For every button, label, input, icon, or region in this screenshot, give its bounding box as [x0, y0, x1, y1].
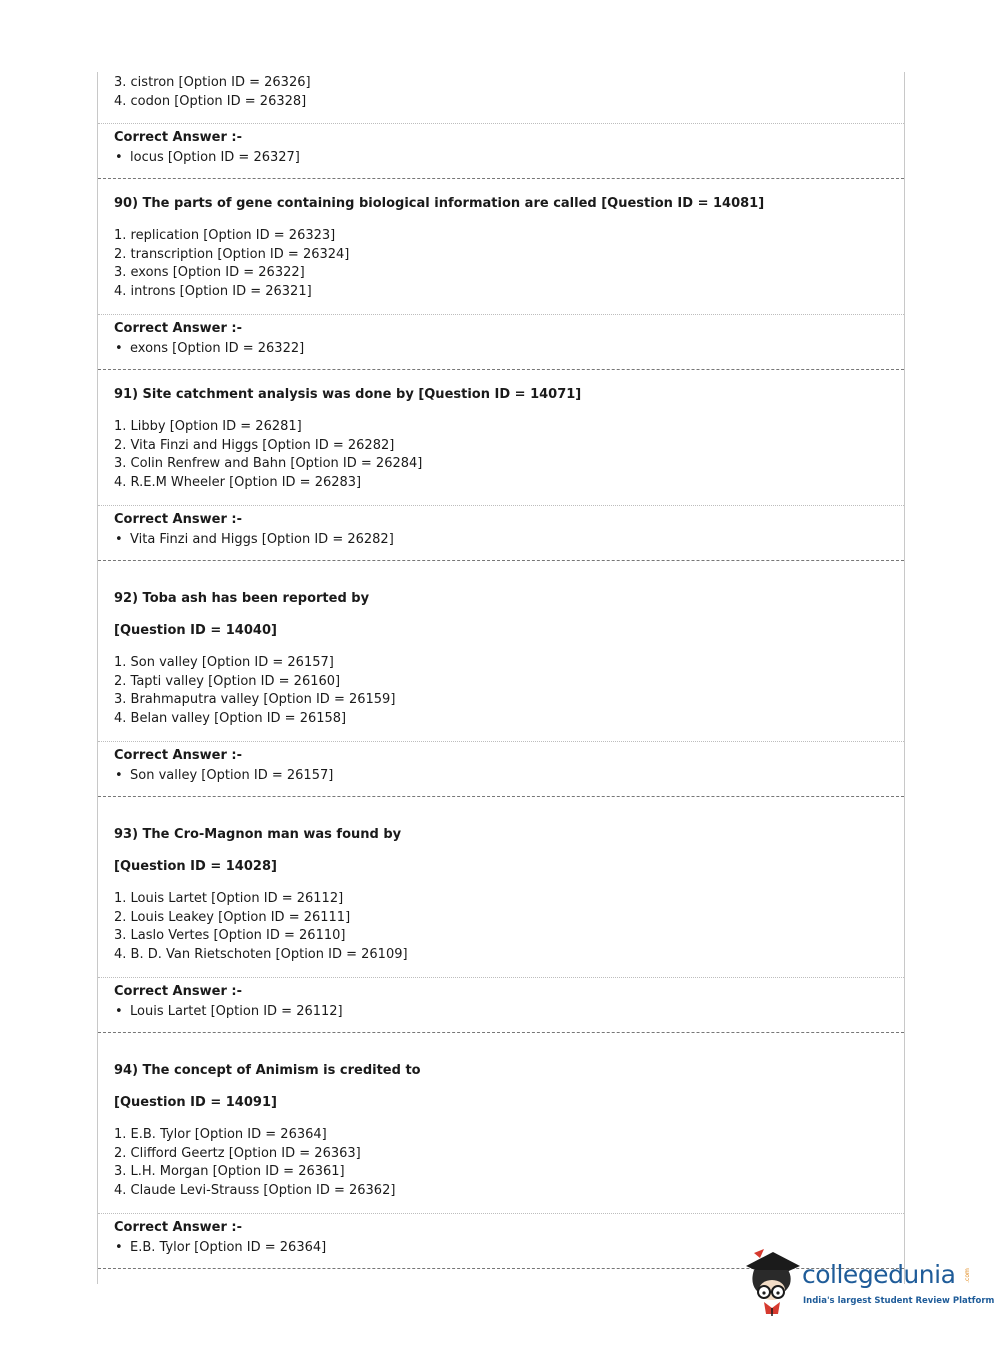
question-id: [Question ID = 14091]: [114, 1095, 277, 1110]
option: 1. replication [Option ID = 26323]: [114, 228, 336, 243]
question-id: [Question ID = 14040]: [114, 623, 277, 638]
option: 2. Tapti valley [Option ID = 26160]: [114, 673, 341, 689]
brand-suffix: .com: [963, 1268, 971, 1283]
correct-answer-value: • exons [Option ID = 26322]: [114, 341, 920, 356]
question-title: 91) Site catchment analysis was done by [Question ID = 14071]: [114, 387, 582, 402]
correct-answer-label: Correct Answer :-: [114, 1220, 242, 1235]
q91-title: [98, 387, 920, 402]
option: 2. transcription [Option ID = 26324]: [114, 246, 350, 262]
q92-question-id: [98, 623, 920, 638]
q91-correct-answer: [98, 512, 920, 547]
question-title: 94) The concept of Animism is credited to: [114, 1063, 421, 1078]
q92-options: [98, 654, 920, 728]
question-separator: [98, 560, 904, 561]
question-separator: [98, 369, 904, 370]
q90-options: [98, 227, 920, 301]
option: 2. Vita Finzi and Higgs [Option ID = 26282]: [114, 437, 395, 453]
correct-answer-value: • E.B. Tylor [Option ID = 26364]: [114, 1240, 920, 1255]
q94-title: [98, 1063, 920, 1078]
option: 3. L.H. Morgan [Option ID = 26361]: [114, 1164, 345, 1179]
option: 3. exons [Option ID = 26322]: [114, 265, 305, 280]
correct-answer-label: Correct Answer :-: [114, 512, 242, 527]
option: 4. B. D. Van Rietschoten [Option ID = 26109]: [114, 946, 408, 962]
option: 4. Claude Levi-Strauss [Option ID = 26362]: [114, 1182, 396, 1198]
q92-title: [98, 591, 920, 606]
correct-answer-label: Correct Answer :-: [114, 984, 242, 999]
option: 4. R.E.M Wheeler [Option ID = 26283]: [114, 474, 362, 490]
q90-title: [98, 196, 920, 211]
option: 1. Louis Lartet [Option ID = 26112]: [114, 891, 344, 906]
mascot-icon: [742, 1246, 804, 1318]
correct-answer-label: Correct Answer :-: [114, 321, 242, 336]
correct-answer-value: • Vita Finzi and Higgs [Option ID = 26282]: [114, 532, 920, 547]
option: 2. Louis Leakey [Option ID = 26111]: [114, 909, 351, 925]
option: 4. Belan valley [Option ID = 26158]: [114, 710, 347, 726]
q89-options: [98, 74, 920, 111]
q90-correct-answer: [98, 321, 920, 356]
correct-answer-value: • Son valley [Option ID = 26157]: [114, 768, 920, 783]
question-title: 93) The Cro-Magnon man was found by: [114, 827, 402, 842]
divider: [98, 741, 904, 742]
option: 3. Colin Renfrew and Bahn [Option ID = 26284]: [114, 456, 423, 471]
divider: [98, 123, 904, 124]
q89-correct-answer: [98, 130, 920, 165]
q91-options: [98, 418, 920, 492]
brand-tagline: India's largest Student Review Platform: [803, 1296, 995, 1306]
option: 3. Laslo Vertes [Option ID = 26110]: [114, 928, 346, 943]
correct-answer-label: Correct Answer :-: [114, 748, 242, 763]
option: 3. Brahmaputra valley [Option ID = 26159]: [114, 692, 396, 707]
option: 4. codon [Option ID = 26328]: [114, 93, 307, 109]
correct-answer-label: Correct Answer :-: [114, 130, 242, 145]
divider: [98, 1213, 904, 1214]
question-title: 92) Toba ash has been reported by: [114, 591, 370, 606]
question-id: [Question ID = 14028]: [114, 859, 277, 874]
q94-options: [98, 1126, 920, 1200]
divider: [98, 977, 904, 978]
question-separator: [98, 1032, 904, 1033]
q93-title: [98, 827, 920, 842]
correct-answer-value: • Louis Lartet [Option ID = 26112]: [114, 1004, 920, 1019]
question-separator: [98, 796, 904, 797]
option: 1. E.B. Tylor [Option ID = 26364]: [114, 1127, 327, 1142]
question-paper-frame: [97, 72, 905, 1284]
collegedunia-logo[interactable]: [742, 1246, 995, 1318]
option: 4. introns [Option ID = 26321]: [114, 283, 312, 299]
divider: [98, 505, 904, 506]
correct-answer-value: • locus [Option ID = 26327]: [114, 150, 920, 165]
q94-question-id: [98, 1095, 920, 1110]
option: 1. Son valley [Option ID = 26157]: [114, 655, 334, 670]
brand-name: collegedunia: [802, 1260, 956, 1289]
q93-options: [98, 890, 920, 964]
question-separator: [98, 178, 904, 179]
divider: [98, 314, 904, 315]
option: 2. Clifford Geertz [Option ID = 26363]: [114, 1145, 361, 1161]
q93-question-id: [98, 859, 920, 874]
q92-correct-answer: [98, 748, 920, 783]
option: 1. Libby [Option ID = 26281]: [114, 419, 302, 434]
q93-correct-answer: [98, 984, 920, 1019]
question-title: 90) The parts of gene containing biological information are called [Question ID = 14081]: [114, 196, 765, 211]
option: 3. cistron [Option ID = 26326]: [114, 75, 311, 90]
